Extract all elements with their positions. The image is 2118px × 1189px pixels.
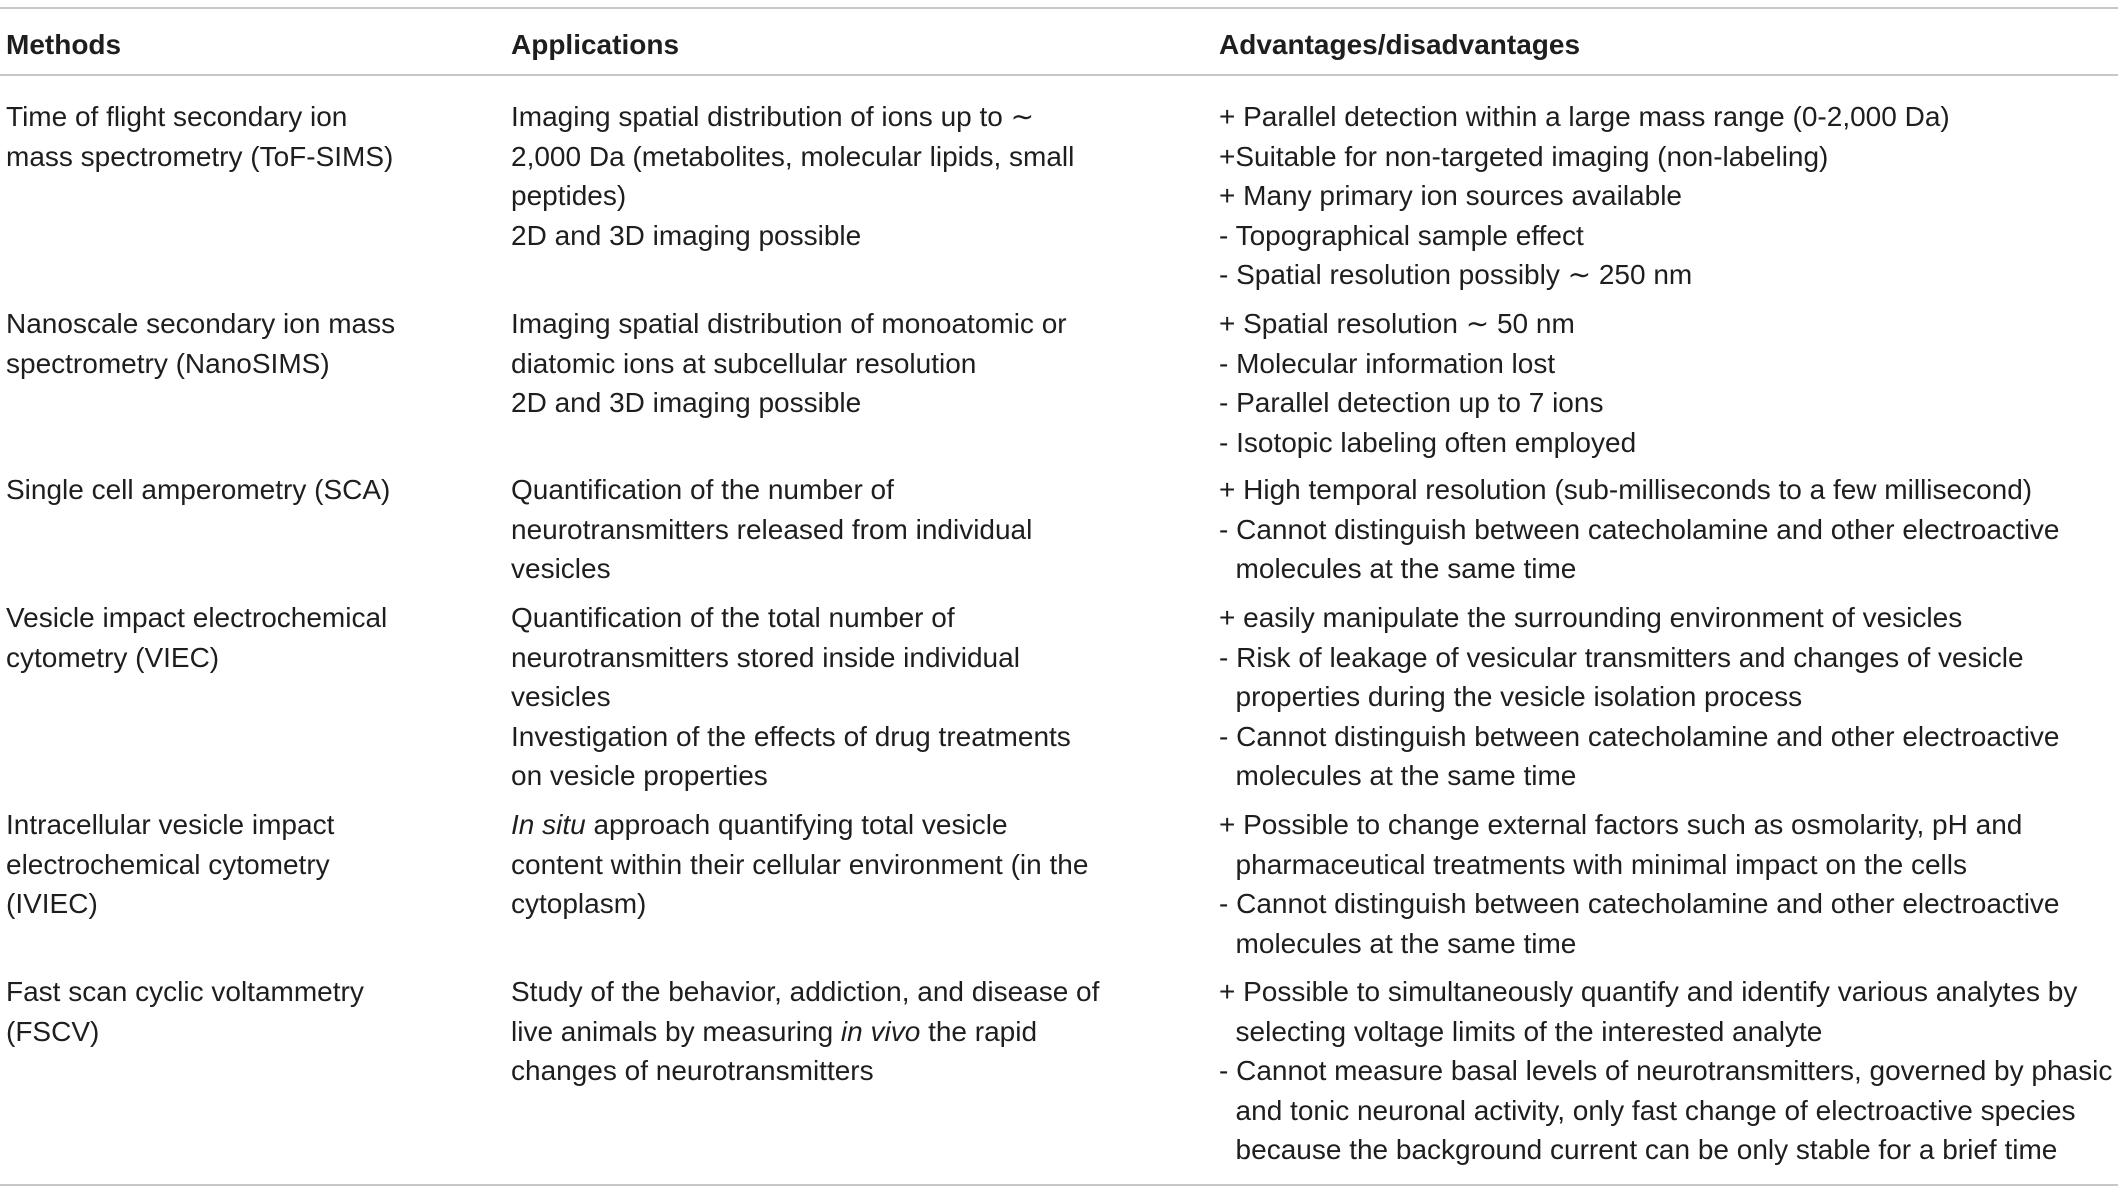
table-row [0, 598, 2118, 805]
advantages-cell [1219, 972, 2114, 1170]
applications-line: Quantification of the total number of [511, 602, 955, 633]
italic-term: in vivo [840, 1015, 921, 1047]
applications-cell [511, 97, 1111, 255]
method-line: electrochemical cytometry [6, 848, 330, 880]
applications-line: 2,000 Da (metabolites, molecular lipids, small [511, 140, 1075, 172]
applications-line: content within their cellular environment (in the [511, 848, 1089, 880]
applications-line: 2D and 3D imaging possible [511, 219, 862, 251]
applications-line: vesicles [511, 681, 611, 712]
advantages-cell [1219, 304, 2114, 462]
advantages-line: - Parallel detection up to 7 ions [1219, 387, 1604, 418]
header-applications: Applications [511, 29, 680, 60]
method-line: Time of flight secondary ion [6, 101, 348, 132]
applications-text: the rapid [920, 1015, 1038, 1047]
applications-cell [511, 805, 1111, 924]
applications-text: approach quantifying total vesicle [585, 809, 1008, 840]
advantages-line: and tonic neuronal activity, only fast change of electroactive species [1220, 1094, 2076, 1126]
advantages-line: + Possible to change external factors such as osmolarity, pH and [1219, 809, 2023, 840]
method-line: (IVIEC) [6, 888, 98, 919]
advantages-cell [1219, 97, 2114, 295]
advantages-line: + Parallel detection within a large mass range (0-2,000 Da) [1219, 101, 1950, 132]
advantages-line: - Risk of leakage of vesicular transmitters and changes of vesicle [1219, 641, 2024, 673]
method-cell [6, 805, 496, 924]
applications-cell [511, 470, 1111, 589]
advantages-line: - Spatial resolution possibly ∼ 250 nm [1219, 259, 1693, 290]
method-cell [6, 470, 496, 510]
advantages-cell [1219, 598, 2114, 796]
method-cell [6, 97, 496, 176]
method-line: Nanoscale secondary ion mass [6, 308, 396, 339]
method-line: Fast scan cyclic voltammetry [6, 976, 364, 1007]
applications-line: Quantification of the number of [511, 474, 894, 505]
advantages-line: molecules at the same time [1220, 553, 1577, 584]
applications-line: Study of the behavior, addiction, and disease of [511, 976, 1100, 1007]
table-row [0, 805, 2118, 972]
method-cell [6, 598, 496, 677]
table-row [0, 97, 2118, 304]
table-top-rule [0, 7, 2118, 9]
applications-line: changes of neurotransmitters [511, 1055, 874, 1086]
advantages-line: pharmaceutical treatments with minimal impact on the cells [1220, 848, 1967, 880]
applications-cell [511, 972, 1111, 1091]
applications-line: neurotransmitters stored inside individual [511, 641, 1020, 673]
method-line: cytometry (VIEC) [6, 641, 220, 673]
applications-text: live animals by measuring [511, 1015, 841, 1047]
advantages-line: - Cannot distinguish between catecholamine and other electroactive [1219, 720, 2060, 752]
advantages-line: - Cannot distinguish between catecholamine and other electroactive [1219, 513, 2060, 545]
applications-line: diatomic ions at subcellular resolution [511, 347, 977, 379]
applications-line: Imaging spatial distribution of monoatomic or [511, 308, 1067, 339]
advantages-line: - Molecular information lost [1219, 347, 1556, 379]
method-line: Vesicle impact electrochemical [6, 602, 388, 633]
applications-cell [511, 598, 1111, 796]
table-body [0, 97, 2118, 1172]
advantages-line: molecules at the same time [1220, 760, 1577, 791]
table-row [0, 304, 2118, 470]
advantages-line: + High temporal resolution (sub-milliseconds to a few millisecond) [1219, 474, 2033, 505]
advantages-cell [1219, 805, 2114, 963]
advantages-line: - Topographical sample effect [1219, 219, 1584, 251]
applications-line [511, 805, 1111, 845]
advantages-line: + easily manipulate the surrounding environment of vesicles [1219, 602, 1963, 633]
method-line: mass spectrometry (ToF-SIMS) [6, 140, 394, 172]
advantages-line: because the background current can be only stable for a brief time [1220, 1134, 2058, 1165]
italic-term: In situ [511, 809, 586, 840]
table-row [0, 470, 2118, 598]
method-line: Intracellular vesicle impact [6, 809, 335, 840]
advantages-line: +Suitable for non-targeted imaging (non-labeling) [1219, 140, 1829, 172]
applications-line: peptides) [511, 180, 627, 211]
applications-line: neurotransmitters released from individual [511, 513, 1033, 545]
method-line: (FSCV) [6, 1015, 100, 1047]
advantages-line: selecting voltage limits of the interested analyte [1220, 1015, 1823, 1047]
applications-line: Investigation of the effects of drug treatments [511, 720, 1071, 752]
method-cell [6, 304, 496, 383]
advantages-line: + Many primary ion sources available [1219, 180, 1682, 211]
advantages-line: - Isotopic labeling often employed [1219, 426, 1637, 458]
applications-line: vesicles [511, 553, 611, 584]
advantages-line: + Possible to simultaneously quantify and identify various analytes by [1219, 976, 2078, 1007]
applications-line [511, 1012, 1111, 1052]
advantages-line: + Spatial resolution ∼ 50 nm [1219, 308, 1575, 339]
method-line: spectrometry (NanoSIMS) [6, 347, 330, 379]
advantages-line: properties during the vesicle isolation process [1220, 681, 1803, 712]
method-line: Single cell amperometry (SCA) [6, 474, 391, 505]
header-advantages: Advantages/disadvantages [1219, 29, 1581, 60]
table-header-rule [0, 74, 2118, 76]
advantages-line: molecules at the same time [1220, 927, 1577, 959]
applications-line: on vesicle properties [511, 760, 768, 791]
table-row [0, 972, 2118, 1172]
table-bottom-rule [0, 1184, 2118, 1186]
header-methods: Methods [6, 29, 122, 60]
advantages-cell [1219, 470, 2114, 589]
advantages-line: - Cannot distinguish between catecholamine and other electroactive [1219, 888, 2060, 919]
applications-cell [511, 304, 1111, 423]
method-cell [6, 972, 496, 1051]
table-header-row [0, 25, 2118, 65]
applications-line: 2D and 3D imaging possible [511, 387, 862, 418]
applications-line: Imaging spatial distribution of ions up to ∼ [511, 101, 1035, 132]
applications-line: cytoplasm) [511, 888, 647, 919]
advantages-line: - Cannot measure basal levels of neurotransmitters, governed by phasic [1219, 1055, 2113, 1086]
